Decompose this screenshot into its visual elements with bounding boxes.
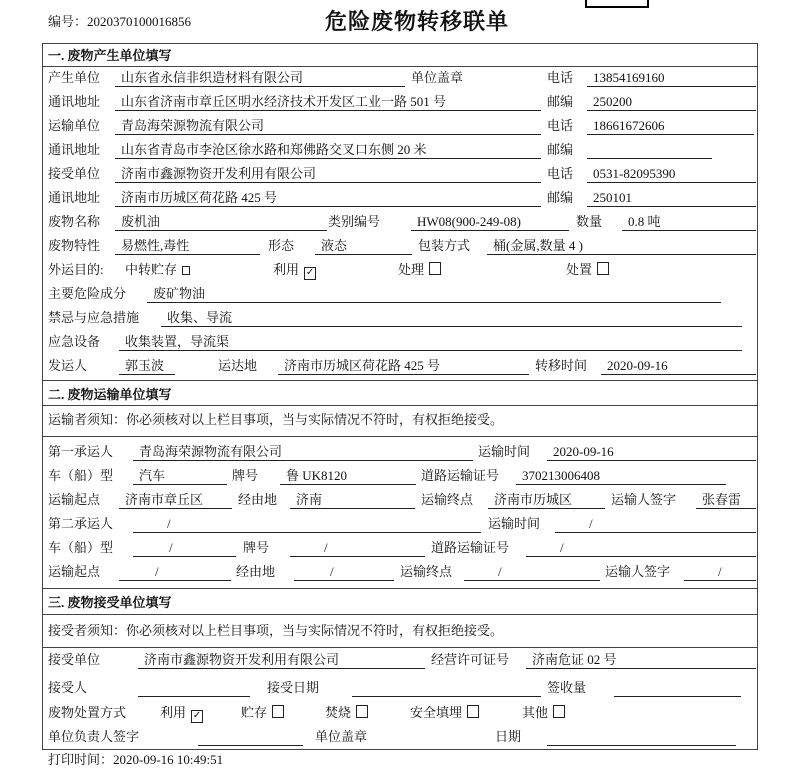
receiver-phone-field[interactable]: 0531-82095390 bbox=[587, 166, 756, 183]
label: 接受单位 bbox=[48, 166, 101, 181]
section2-title: 二. 废物运输单位填写 bbox=[48, 387, 172, 402]
producer-field[interactable]: 山东省永信非织造材料有限公司 bbox=[115, 70, 405, 87]
option-label: 其他 bbox=[522, 705, 549, 720]
label: 接受单位 bbox=[48, 652, 101, 667]
receiver-notice: 接受者须知：你必须核对以上栏目事项，当与实际情况不符时，有权拒绝接受。 bbox=[48, 623, 504, 638]
section3-title: 三. 废物接受单位填写 bbox=[48, 595, 172, 610]
label: 签收量 bbox=[547, 680, 587, 695]
producer-phone-field[interactable]: 13854169160 bbox=[587, 70, 756, 87]
label: 运输终点 bbox=[400, 564, 453, 579]
option-label: 焚烧 bbox=[325, 705, 352, 720]
qr-code-fragment bbox=[585, 0, 649, 8]
checkbox-icon[interactable] bbox=[597, 262, 609, 275]
print-time-label: 打印时间： bbox=[48, 752, 114, 767]
label: 通讯地址 bbox=[48, 94, 101, 109]
checkbox-icon[interactable] bbox=[356, 705, 368, 718]
label: 类别编号 bbox=[328, 214, 381, 229]
second-sign-field[interactable]: / bbox=[684, 564, 756, 581]
transfer-time-field[interactable]: 2020-09-16 bbox=[601, 358, 756, 375]
first-start-field[interactable]: 济南市章丘区 bbox=[119, 492, 232, 509]
label: 主要危险成分 bbox=[48, 286, 127, 301]
equipment-field[interactable]: 收集装置，导流渠 bbox=[119, 334, 742, 351]
label: 第一承运人 bbox=[48, 444, 114, 459]
section1-title: 一. 废物产生单位填写 bbox=[48, 48, 172, 63]
label: 形态 bbox=[268, 238, 295, 253]
receive-date-field[interactable] bbox=[352, 680, 541, 697]
checkbox-icon[interactable] bbox=[272, 705, 284, 718]
label: 数量 bbox=[576, 214, 603, 229]
first-end-field[interactable]: 济南市历城区 bbox=[488, 492, 605, 509]
purpose-option-transfer-storage[interactable] bbox=[125, 262, 190, 278]
label: 通讯地址 bbox=[48, 142, 101, 157]
second-via-field[interactable]: / bbox=[294, 564, 394, 581]
label: 日期 bbox=[495, 729, 522, 744]
label: 经营许可证号 bbox=[431, 652, 510, 667]
print-time-value: 2020-09-16 10:49:51 bbox=[113, 752, 224, 767]
label: 接受人 bbox=[48, 680, 88, 695]
label: 邮编 bbox=[547, 190, 574, 205]
label: 运输人签字 bbox=[611, 492, 677, 507]
sign-date-field[interactable] bbox=[547, 729, 736, 746]
checkbox-icon[interactable] bbox=[182, 266, 190, 275]
second-vehicle-field[interactable]: / bbox=[133, 540, 236, 557]
divider bbox=[42, 405, 758, 406]
method-option-utilization[interactable] bbox=[160, 705, 203, 723]
option-label: 处置 bbox=[566, 262, 593, 277]
option-label: 利用 bbox=[273, 262, 300, 277]
destination-field[interactable]: 济南市历城区荷花路 425 号 bbox=[278, 358, 529, 375]
label: 邮编 bbox=[547, 94, 574, 109]
label: 经由地 bbox=[238, 492, 278, 507]
checkbox-checked-icon[interactable]: ✓ bbox=[305, 267, 315, 278]
carrier-zip-field[interactable] bbox=[587, 142, 712, 159]
option-label: 处理 bbox=[398, 262, 425, 277]
carrier-field[interactable]: 青岛海荣源物流有限公司 bbox=[115, 118, 541, 135]
label: 禁忌与应急措施 bbox=[48, 310, 140, 325]
print-time bbox=[48, 752, 223, 768]
serial-value: 2020370100016856 bbox=[87, 14, 192, 29]
label: 外运目的: bbox=[48, 262, 104, 277]
divider bbox=[42, 614, 758, 615]
purpose-option-treatment[interactable] bbox=[398, 262, 441, 278]
producer-address-field[interactable]: 山东省济南市章丘区明水经济技术开发区工业一路 501 号 bbox=[115, 94, 541, 111]
property-field[interactable]: 易燃性,毒性 bbox=[115, 238, 260, 255]
label: 应急设备 bbox=[48, 334, 101, 349]
received-amount-field[interactable] bbox=[614, 680, 741, 697]
checkbox-icon[interactable] bbox=[429, 262, 441, 275]
label: 单位盖章 bbox=[315, 729, 368, 744]
first-via-field[interactable]: 济南 bbox=[290, 492, 415, 509]
method-option-storage[interactable] bbox=[241, 705, 284, 721]
label: 包装方式 bbox=[418, 238, 471, 253]
label: 车（船）型 bbox=[48, 468, 114, 483]
second-start-field[interactable]: / bbox=[119, 564, 231, 581]
second-permit-field[interactable]: / bbox=[526, 540, 756, 557]
divider bbox=[42, 588, 758, 589]
label: 运达地 bbox=[218, 358, 258, 373]
label: 道路运输证号 bbox=[431, 540, 510, 555]
first-carrier-field[interactable]: 青岛海荣源物流有限公司 bbox=[133, 444, 473, 461]
second-plate-field[interactable]: / bbox=[290, 540, 425, 557]
taboo-field[interactable]: 收集、导流 bbox=[161, 310, 742, 327]
option-label: 贮存 bbox=[241, 705, 268, 720]
page-title: 危险废物转移联单 bbox=[325, 10, 510, 35]
label: 运输终点 bbox=[421, 492, 474, 507]
head-sign-field[interactable] bbox=[198, 729, 303, 746]
label: 单位盖章 bbox=[411, 70, 464, 85]
label: 牌号 bbox=[232, 468, 259, 483]
option-label: 利用 bbox=[160, 705, 187, 720]
label: 运输时间 bbox=[488, 516, 541, 531]
divider bbox=[42, 436, 758, 437]
method-option-landfill[interactable] bbox=[410, 705, 479, 721]
label: 电话 bbox=[547, 118, 574, 133]
first-vehicle-field[interactable]: 汽车 bbox=[133, 468, 227, 485]
first-sign-field[interactable]: 张春雷 bbox=[696, 492, 756, 509]
method-option-other[interactable] bbox=[522, 705, 565, 721]
label: 第二承运人 bbox=[48, 516, 114, 531]
label: 运输起点 bbox=[48, 564, 101, 579]
option-label: 中转贮存 bbox=[125, 262, 178, 277]
label: 废物处置方式 bbox=[48, 705, 127, 720]
label: 运输起点 bbox=[48, 492, 101, 507]
second-carrier-field[interactable]: / bbox=[133, 516, 481, 533]
first-permit-field[interactable]: 370213006408 bbox=[516, 468, 726, 485]
label: 通讯地址 bbox=[48, 190, 101, 205]
receiver-field[interactable]: 济南市鑫源物资开发利用有限公司 bbox=[115, 166, 541, 183]
transport-notice: 运输者须知：你必须核对以上栏目事项，当与实际情况不符时，有权拒绝接受。 bbox=[48, 412, 504, 427]
receiver-zip-field[interactable]: 250101 bbox=[587, 190, 756, 207]
producer-zip-field[interactable]: 250200 bbox=[587, 94, 756, 111]
serial-label: 编号： bbox=[48, 14, 88, 29]
checkbox-icon[interactable] bbox=[467, 705, 479, 718]
quantity-field[interactable]: 0.8 吨 bbox=[622, 214, 756, 231]
first-time-field[interactable]: 2020-09-16 bbox=[547, 444, 756, 461]
hazard-field[interactable]: 废矿物油 bbox=[147, 286, 721, 303]
label: 牌号 bbox=[243, 540, 270, 555]
receiver-address-field[interactable]: 济南市历城区荷花路 425 号 bbox=[115, 190, 541, 207]
second-end-field[interactable]: / bbox=[464, 564, 600, 581]
label: 转移时间 bbox=[535, 358, 588, 373]
receiver-unit-field[interactable]: 济南市鑫源物资开发利用有限公司 bbox=[138, 652, 425, 669]
purpose-option-disposal[interactable] bbox=[566, 262, 609, 278]
label: 车（船）型 bbox=[48, 540, 114, 555]
serial-number bbox=[48, 14, 191, 30]
label: 产生单位 bbox=[48, 70, 101, 85]
purpose-option-utilization[interactable] bbox=[273, 262, 316, 280]
label: 发运人 bbox=[48, 358, 88, 373]
label: 电话 bbox=[547, 70, 574, 85]
form-field[interactable]: 液态 bbox=[315, 238, 412, 255]
method-option-incineration[interactable] bbox=[325, 705, 368, 721]
label: 经由地 bbox=[236, 564, 276, 579]
checkbox-checked-icon[interactable]: ✓ bbox=[192, 710, 202, 721]
first-plate-field[interactable]: 鲁 UK8120 bbox=[280, 468, 416, 485]
option-label: 安全填埋 bbox=[410, 705, 463, 720]
label: 废物特性 bbox=[48, 238, 101, 253]
license-field[interactable]: 济南危证 02 号 bbox=[526, 652, 756, 669]
second-time-field[interactable]: / bbox=[555, 516, 756, 533]
label: 电话 bbox=[547, 166, 574, 181]
shipper-field[interactable]: 郭玉波 bbox=[119, 358, 175, 375]
category-field[interactable]: HW08(900-249-08) bbox=[411, 214, 569, 231]
label: 道路运输证号 bbox=[421, 468, 500, 483]
checkbox-icon[interactable] bbox=[553, 705, 565, 718]
label: 单位负责人签字 bbox=[48, 729, 140, 744]
label: 运输时间 bbox=[478, 444, 531, 459]
label: 接受日期 bbox=[267, 680, 320, 695]
label: 邮编 bbox=[547, 142, 574, 157]
carrier-address-field[interactable]: 山东省青岛市李沧区徐水路和郑佛路交叉口东侧 20 米 bbox=[115, 142, 541, 159]
label: 运输单位 bbox=[48, 118, 101, 133]
receiver-person-field[interactable] bbox=[138, 680, 250, 697]
carrier-phone-field[interactable]: 18661672606 bbox=[587, 118, 754, 135]
package-field[interactable]: 桶(金属,数量 4 ) bbox=[487, 238, 756, 255]
label: 废物名称 bbox=[48, 214, 101, 229]
waste-name-field[interactable]: 废机油 bbox=[115, 214, 327, 231]
divider bbox=[42, 380, 758, 381]
label: 运输人签字 bbox=[605, 564, 671, 579]
